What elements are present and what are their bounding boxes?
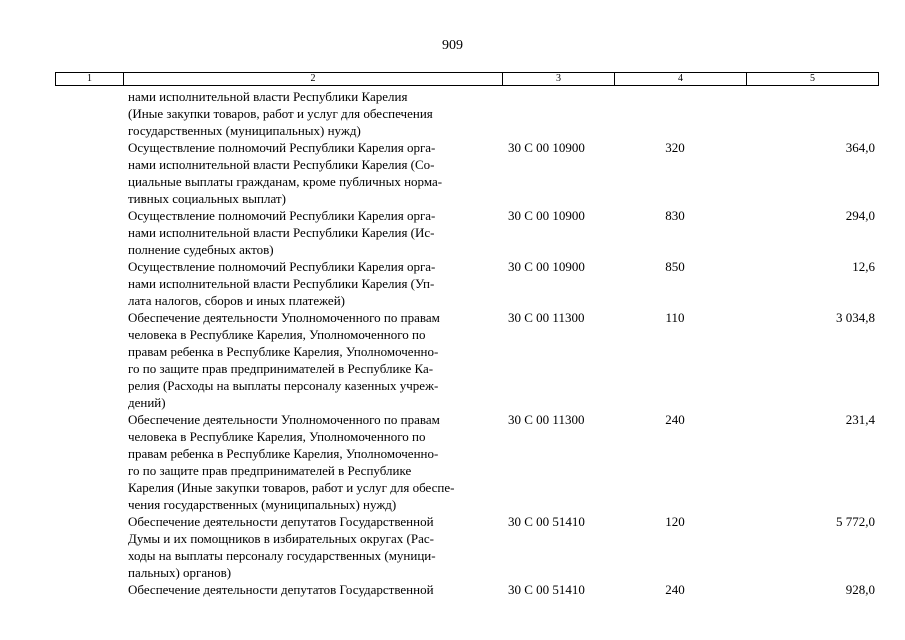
description-line: правам ребенка в Республике Карелия, Уполномоченно- — [128, 344, 439, 359]
description-line: лата налогов, сборов и иных платежей) — [128, 293, 345, 308]
header-col-3: 3 — [503, 73, 615, 85]
row-description — [128, 513, 500, 581]
table-row — [0, 309, 905, 411]
row-amount: 5 772,0 — [836, 514, 875, 529]
table-row — [0, 258, 905, 309]
description-line: нами исполнительной власти Республики Карелия (Ис- — [128, 225, 435, 240]
table-row — [0, 139, 905, 207]
header-col-1: 1 — [56, 73, 124, 85]
row-amount: 231,4 — [845, 412, 875, 427]
description-line: Осуществление полномочий Республики Карелия орга- — [128, 259, 436, 274]
header-col-5: 5 — [810, 73, 815, 84]
description-line: Обеспечение деятельности Уполномоченного по правам — [128, 412, 440, 427]
row-amount: 364,0 — [845, 140, 875, 155]
description-line: нами исполнительной власти Республики Карелия — [128, 89, 408, 104]
description-line: полнение судебных актов) — [128, 242, 274, 257]
page-number: 909 — [442, 38, 463, 53]
row-amount: 12,6 — [852, 259, 875, 274]
description-line: Обеспечение деятельности депутатов Государственной — [128, 514, 434, 529]
table-row — [0, 581, 905, 598]
row-description — [128, 258, 500, 309]
row-amount: 3 034,8 — [836, 310, 875, 325]
row-code: 30 С 00 11300 — [508, 310, 585, 325]
row-expense-type: 320 — [665, 140, 685, 155]
description-line: Обеспечение деятельности Уполномоченного по правам — [128, 310, 440, 325]
header-col-4: 4 — [615, 73, 747, 85]
table-row — [0, 88, 905, 139]
description-line: Обеспечение деятельности депутатов Государственной — [128, 582, 434, 597]
row-expense-type: 240 — [665, 582, 685, 597]
description-line: государственных (муниципальных) нужд) — [128, 123, 361, 138]
description-line: пальных) органов) — [128, 565, 232, 580]
description-line: го по защите прав предпринимателей в Республике Ка- — [128, 361, 434, 376]
description-line: человека в Республике Карелия, Уполномоченного по — [128, 429, 426, 444]
table-row — [0, 411, 905, 513]
description-line: циальные выплаты гражданам, кроме публичных норма- — [128, 174, 443, 189]
description-line: Осуществление полномочий Республики Карелия орга- — [128, 208, 436, 223]
description-line: Карелия (Иные закупки товаров, работ и услуг для обеспе- — [128, 480, 455, 495]
description-line: нами исполнительной власти Республики Карелия (Уп- — [128, 276, 435, 291]
row-amount: 294,0 — [845, 208, 875, 223]
row-expense-type: 120 — [665, 514, 685, 529]
description-line: дений) — [128, 395, 166, 410]
table-row — [0, 207, 905, 258]
row-description — [128, 139, 500, 207]
description-line: чения государственных (муниципальных) нужд) — [128, 497, 397, 512]
row-code: 30 С 00 11300 — [508, 412, 585, 427]
description-line: го по защите прав предпринимателей в Республике — [128, 463, 412, 478]
row-description — [128, 581, 500, 598]
description-line: человека в Республике Карелия, Уполномоченного по — [128, 327, 426, 342]
description-line: релия (Расходы на выплаты персоналу казенных учреж- — [128, 378, 439, 393]
description-line: (Иные закупки товаров, работ и услуг для обеспечения — [128, 106, 433, 121]
row-description — [128, 88, 500, 139]
description-line: ходы на выплаты персоналу государственных (муници- — [128, 548, 436, 563]
description-line: тивных социальных выплат) — [128, 191, 286, 206]
row-expense-type: 830 — [665, 208, 685, 223]
row-code: 30 С 00 51410 — [508, 582, 585, 597]
description-line: Думы и их помощников в избирательных округах (Рас- — [128, 531, 434, 546]
row-code: 30 С 00 10900 — [508, 259, 585, 274]
table-row — [0, 513, 905, 581]
row-code: 30 С 00 51410 — [508, 514, 585, 529]
row-description — [128, 207, 500, 258]
row-code: 30 С 00 10900 — [508, 140, 585, 155]
description-line: правам ребенка в Республике Карелия, Уполномоченно- — [128, 446, 439, 461]
table-header-row — [55, 72, 879, 86]
row-code: 30 С 00 10900 — [508, 208, 585, 223]
header-col-2: 2 — [124, 73, 503, 85]
row-description — [128, 309, 500, 411]
description-line: нами исполнительной власти Республики Карелия (Со- — [128, 157, 435, 172]
row-expense-type: 240 — [665, 412, 685, 427]
row-amount: 928,0 — [845, 582, 875, 597]
row-description — [128, 411, 500, 513]
row-expense-type: 850 — [665, 259, 685, 274]
description-line: Осуществление полномочий Республики Карелия орга- — [128, 140, 436, 155]
table-body — [0, 88, 905, 598]
row-expense-type: 110 — [665, 310, 685, 325]
